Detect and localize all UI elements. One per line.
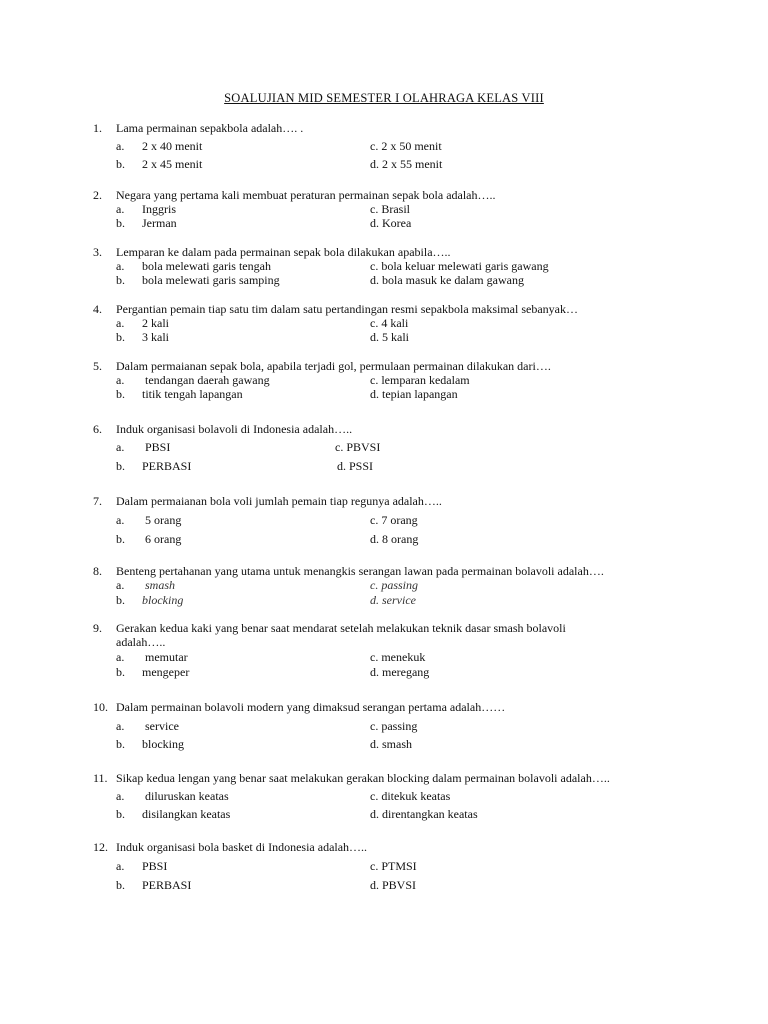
option-a: Inggris [142, 202, 176, 216]
option-d: d. Korea [370, 216, 412, 230]
option-a-label: a. [116, 202, 125, 216]
question-stem: Dalam permaianan sepak bola, apabila terjadi gol, permulaan permainan dilakukan dari…. [116, 359, 551, 373]
question-number: 10. [93, 700, 108, 714]
question-number: 7. [93, 494, 102, 508]
question-number: 9. [93, 621, 102, 635]
option-b-label: b. [116, 459, 125, 473]
option-b: 6 orang [145, 532, 182, 546]
option-a-label: a. [116, 789, 125, 803]
option-b-label: b. [116, 273, 125, 287]
option-a: service [145, 719, 179, 733]
option-a-label: a. [116, 859, 125, 873]
option-b: bola melewati garis samping [142, 273, 280, 287]
option-b: 3 kali [142, 330, 169, 344]
option-a-label: a. [116, 259, 125, 273]
option-b: titik tengah lapangan [142, 387, 243, 401]
option-c: c. ditekuk keatas [370, 789, 451, 803]
question-stem: Induk organisasi bola basket di Indonesia adalah….. [116, 840, 368, 854]
option-b: PERBASI [142, 459, 192, 473]
option-b-label: b. [116, 737, 125, 751]
question-number: 12. [93, 840, 108, 854]
option-b-label: b. [116, 157, 125, 171]
option-b-label: b. [116, 665, 125, 679]
question-stem: Dalam permaianan bola voli jumlah pemain tiap regunya adalah….. [116, 494, 442, 508]
option-b: Jerman [142, 216, 177, 230]
option-a-label: a. [116, 139, 125, 153]
option-a-label: a. [116, 578, 125, 592]
option-d: d. PBVSI [370, 878, 417, 892]
option-b-label: b. [116, 532, 125, 546]
question-stem: Benteng pertahanan yang utama untuk menangkis serangan lawan pada permainan bolavoli adalah…. [116, 564, 604, 578]
option-d: d. 2 x 55 menit [370, 157, 443, 171]
question-stem: Induk organisasi bolavoli di Indonesia adalah….. [116, 422, 353, 436]
question-number: 11. [93, 771, 108, 785]
question-number: 2. [93, 188, 102, 202]
option-b: blocking [142, 593, 184, 607]
option-b: disilangkan keatas [142, 807, 231, 821]
option-a: diluruskan keatas [145, 789, 229, 803]
option-a-label: a. [116, 513, 125, 527]
option-d: d. bola masuk ke dalam gawang [370, 273, 524, 287]
option-a: PBSI [145, 440, 171, 454]
option-d: d. 5 kali [370, 330, 409, 344]
option-a: smash [145, 578, 176, 592]
option-c: c. passing [370, 578, 418, 592]
option-d: d. tepian lapangan [370, 387, 458, 401]
question-stem: Gerakan kedua kaki yang benar saat mendarat setelah melakukan teknik dasar smash bolavoli [116, 621, 566, 635]
option-c: c. PBVSI [335, 440, 381, 454]
option-a: bola melewati garis tengah [142, 259, 271, 273]
question-number: 1. [93, 121, 102, 135]
option-c: c. bola keluar melewati garis gawang [370, 259, 549, 273]
option-c: c. lemparan kedalam [370, 373, 470, 387]
option-b: 2 x 45 menit [142, 157, 203, 171]
question-number: 3. [93, 245, 102, 259]
option-d: d. 8 orang [370, 532, 419, 546]
option-a-label: a. [116, 650, 125, 664]
option-b-label: b. [116, 330, 125, 344]
option-a-label: a. [116, 440, 125, 454]
option-d: d. direntangkan keatas [370, 807, 478, 821]
option-c: c. 7 orang [370, 513, 418, 527]
option-b-label: b. [116, 593, 125, 607]
page-title: SOALUJIAN MID SEMESTER I OLAHRAGA KELAS VIII [224, 91, 544, 105]
question-number: 6. [93, 422, 102, 436]
option-b-label: b. [116, 216, 125, 230]
option-b-label: b. [116, 807, 125, 821]
question-stem: Negara yang pertama kali membuat peraturan permainan sepak bola adalah….. [116, 188, 496, 202]
question-stem-cont: adalah….. [116, 635, 166, 649]
option-d: d. meregang [370, 665, 430, 679]
option-c: c. menekuk [370, 650, 426, 664]
question-stem: Lama permainan sepakbola adalah…. . [116, 121, 304, 135]
option-c: c. passing [370, 719, 418, 733]
question-number: 4. [93, 302, 102, 316]
question-number: 8. [93, 564, 102, 578]
option-b-label: b. [116, 387, 125, 401]
question-stem: Dalam permainan bolavoli modern yang dimaksud serangan pertama adalah…… [116, 700, 506, 714]
option-b: mengeper [142, 665, 190, 679]
option-c: c. 2 x 50 menit [370, 139, 442, 153]
option-a-label: a. [116, 373, 125, 387]
option-b: blocking [142, 737, 184, 751]
question-stem: Pergantian pemain tiap satu tim dalam satu pertandingan resmi sepakbola maksimal sebanyak… [116, 302, 578, 316]
option-a-label: a. [116, 719, 125, 733]
option-c: c. 4 kali [370, 316, 409, 330]
option-d: d. smash [370, 737, 412, 751]
option-a: memutar [145, 650, 188, 664]
option-d: d. service [370, 593, 416, 607]
option-a: PBSI [142, 859, 168, 873]
option-a-label: a. [116, 316, 125, 330]
option-a: 2 kali [142, 316, 169, 330]
option-c: c. PTMSI [370, 859, 417, 873]
option-a: 2 x 40 menit [142, 139, 203, 153]
option-a: tendangan daerah gawang [145, 373, 270, 387]
question-stem: Lemparan ke dalam pada permainan sepak bola dilakukan apabila….. [116, 245, 451, 259]
option-d: d. PSSI [337, 459, 374, 473]
option-b-label: b. [116, 878, 125, 892]
question-number: 5. [93, 359, 102, 373]
option-c: c. Brasil [370, 202, 410, 216]
option-b: PERBASI [142, 878, 192, 892]
question-stem: Sikap kedua lengan yang benar saat melakukan gerakan blocking dalam permainan bolavoli adalah….. [116, 771, 610, 785]
option-a: 5 orang [145, 513, 182, 527]
